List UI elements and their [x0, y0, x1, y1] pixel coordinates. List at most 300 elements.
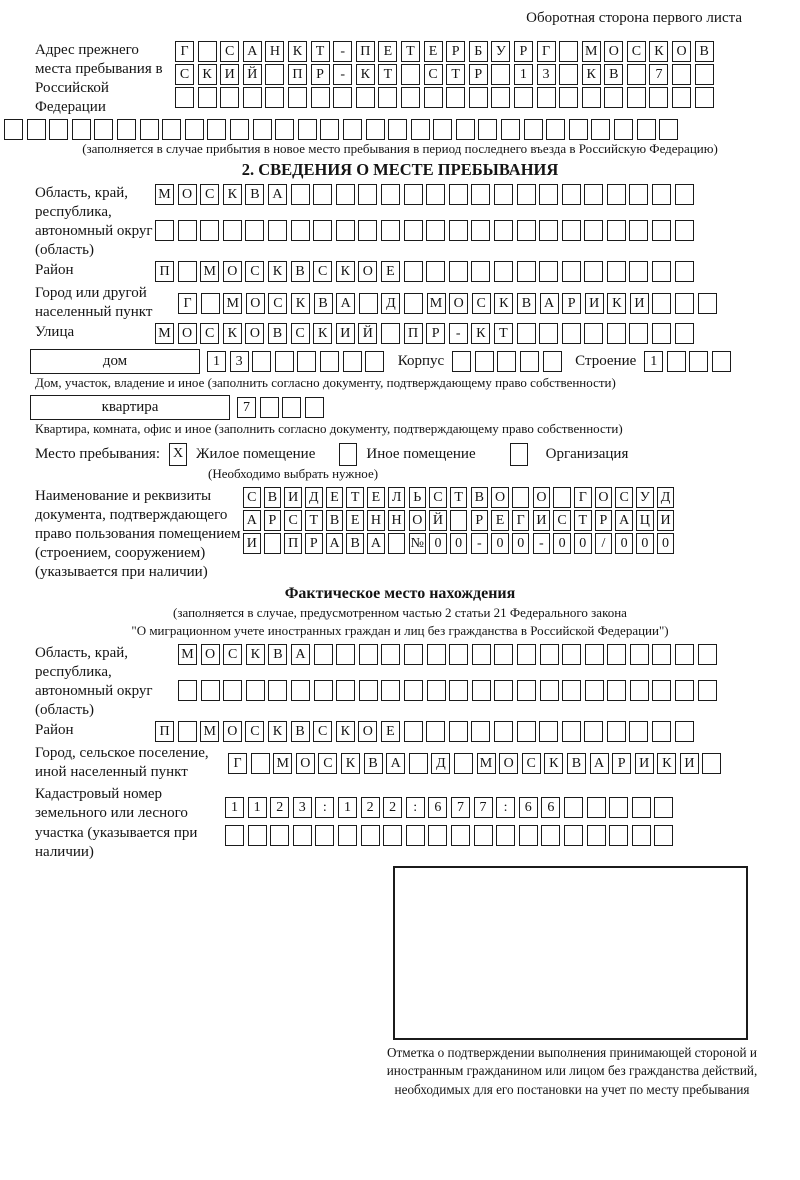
char-cell[interactable]: М — [155, 323, 174, 344]
char-cell[interactable] — [496, 825, 515, 846]
char-cell[interactable]: О — [296, 753, 315, 774]
char-cell[interactable] — [689, 351, 708, 372]
char-cell[interactable]: С — [318, 753, 337, 774]
char-cell[interactable]: В — [314, 293, 333, 314]
char-cell[interactable] — [512, 487, 530, 508]
char-cell[interactable] — [517, 323, 536, 344]
char-cell[interactable]: Е — [346, 510, 364, 531]
char-cell[interactable] — [517, 721, 536, 742]
char-cell[interactable] — [675, 680, 694, 701]
char-cell[interactable]: Й — [429, 510, 447, 531]
char-cell[interactable]: С — [472, 293, 491, 314]
char-cell[interactable] — [517, 184, 536, 205]
char-cell[interactable]: В — [695, 41, 714, 62]
stay-type-checkbox-residential[interactable]: X — [169, 443, 187, 466]
char-cell[interactable] — [584, 220, 603, 241]
char-cell[interactable] — [426, 220, 445, 241]
char-cell[interactable]: О — [409, 510, 427, 531]
char-cell[interactable] — [314, 680, 333, 701]
char-cell[interactable]: К — [649, 41, 668, 62]
char-cell[interactable] — [519, 825, 538, 846]
char-cell[interactable]: М — [155, 184, 174, 205]
char-cell[interactable]: Т — [305, 510, 323, 531]
char-cell[interactable] — [336, 220, 355, 241]
char-cell[interactable] — [591, 119, 610, 140]
char-cell[interactable] — [427, 644, 446, 665]
char-cell[interactable] — [632, 825, 651, 846]
char-cell[interactable]: Т — [401, 41, 420, 62]
char-cell[interactable]: Б — [469, 41, 488, 62]
char-cell[interactable]: О — [595, 487, 613, 508]
char-cell[interactable] — [587, 797, 606, 818]
char-cell[interactable]: К — [657, 753, 676, 774]
char-cell[interactable] — [675, 323, 694, 344]
char-cell[interactable]: С — [284, 510, 302, 531]
char-cell[interactable]: - — [333, 41, 352, 62]
char-cell[interactable] — [695, 87, 714, 108]
char-cell[interactable]: О — [223, 261, 242, 282]
char-cell[interactable]: 0 — [512, 533, 530, 554]
char-cell[interactable]: К — [291, 293, 310, 314]
char-cell[interactable]: Ь — [409, 487, 427, 508]
char-cell[interactable] — [520, 351, 539, 372]
char-cell[interactable] — [585, 680, 604, 701]
char-cell[interactable] — [652, 323, 671, 344]
char-cell[interactable]: - — [449, 323, 468, 344]
char-cell[interactable] — [675, 184, 694, 205]
char-cell[interactable]: 0 — [657, 533, 675, 554]
char-cell[interactable] — [652, 644, 671, 665]
char-cell[interactable] — [501, 119, 520, 140]
char-cell[interactable] — [569, 119, 588, 140]
char-cell[interactable] — [175, 87, 194, 108]
char-cell[interactable]: С — [429, 487, 447, 508]
char-cell[interactable] — [265, 64, 284, 85]
char-cell[interactable] — [185, 119, 204, 140]
char-cell[interactable]: М — [178, 644, 197, 665]
char-cell[interactable]: Н — [388, 510, 406, 531]
char-cell[interactable]: М — [477, 753, 496, 774]
char-cell[interactable]: Р — [612, 753, 631, 774]
char-cell[interactable]: С — [243, 487, 261, 508]
char-cell[interactable]: О — [223, 721, 242, 742]
char-cell[interactable] — [404, 680, 423, 701]
char-cell[interactable] — [449, 644, 468, 665]
char-cell[interactable] — [320, 119, 339, 140]
char-cell[interactable]: К — [198, 64, 217, 85]
char-cell[interactable] — [637, 119, 656, 140]
char-cell[interactable] — [517, 680, 536, 701]
char-cell[interactable] — [449, 261, 468, 282]
char-cell[interactable]: К — [268, 721, 287, 742]
char-cell[interactable] — [230, 119, 249, 140]
char-cell[interactable] — [654, 797, 673, 818]
char-cell[interactable] — [652, 293, 671, 314]
char-cell[interactable] — [178, 680, 197, 701]
char-cell[interactable]: Р — [311, 64, 330, 85]
char-cell[interactable] — [178, 220, 197, 241]
char-cell[interactable]: Ц — [636, 510, 654, 531]
char-cell[interactable] — [584, 721, 603, 742]
char-cell[interactable] — [223, 220, 242, 241]
char-cell[interactable] — [282, 397, 301, 418]
char-cell[interactable]: Т — [494, 323, 513, 344]
char-cell[interactable] — [359, 293, 378, 314]
char-cell[interactable] — [494, 721, 513, 742]
char-cell[interactable] — [343, 351, 362, 372]
char-cell[interactable]: М — [223, 293, 242, 314]
char-cell[interactable] — [629, 261, 648, 282]
char-cell[interactable]: 2 — [270, 797, 289, 818]
char-cell[interactable] — [537, 87, 556, 108]
char-cell[interactable]: 3 — [293, 797, 312, 818]
char-cell[interactable] — [607, 721, 626, 742]
char-cell[interactable]: В — [268, 644, 287, 665]
char-cell[interactable] — [264, 533, 282, 554]
char-cell[interactable] — [562, 644, 581, 665]
char-cell[interactable] — [404, 721, 423, 742]
char-cell[interactable]: 0 — [553, 533, 571, 554]
char-cell[interactable] — [494, 261, 513, 282]
char-cell[interactable] — [652, 184, 671, 205]
char-cell[interactable]: Р — [305, 533, 323, 554]
char-cell[interactable] — [401, 87, 420, 108]
char-cell[interactable]: А — [615, 510, 633, 531]
char-cell[interactable] — [305, 397, 324, 418]
char-cell[interactable]: Е — [491, 510, 509, 531]
char-cell[interactable]: П — [356, 41, 375, 62]
char-cell[interactable]: 1 — [644, 351, 663, 372]
char-cell[interactable]: Р — [514, 41, 533, 62]
char-cell[interactable]: В — [346, 533, 364, 554]
char-cell[interactable]: К — [223, 184, 242, 205]
char-cell[interactable]: Е — [367, 487, 385, 508]
char-cell[interactable] — [336, 644, 355, 665]
char-cell[interactable] — [629, 220, 648, 241]
char-cell[interactable] — [225, 825, 244, 846]
char-cell[interactable]: К — [268, 261, 287, 282]
char-cell[interactable] — [275, 351, 294, 372]
char-cell[interactable] — [313, 184, 332, 205]
char-cell[interactable]: Г — [175, 41, 194, 62]
char-cell[interactable]: С — [291, 323, 310, 344]
char-cell[interactable] — [333, 87, 352, 108]
char-cell[interactable]: В — [364, 753, 383, 774]
char-cell[interactable]: А — [268, 184, 287, 205]
char-cell[interactable]: Т — [450, 487, 468, 508]
char-cell[interactable]: 1 — [514, 64, 533, 85]
char-cell[interactable] — [629, 323, 648, 344]
char-cell[interactable]: О — [449, 293, 468, 314]
char-cell[interactable] — [359, 680, 378, 701]
char-cell[interactable]: 1 — [338, 797, 357, 818]
char-cell[interactable] — [404, 220, 423, 241]
char-cell[interactable] — [454, 753, 473, 774]
char-cell[interactable] — [155, 220, 174, 241]
char-cell[interactable]: Р — [471, 510, 489, 531]
char-cell[interactable]: Й — [243, 64, 262, 85]
char-cell[interactable]: Е — [326, 487, 344, 508]
char-cell[interactable]: С — [522, 753, 541, 774]
char-cell[interactable]: К — [582, 64, 601, 85]
char-cell[interactable] — [358, 220, 377, 241]
char-cell[interactable]: К — [494, 293, 513, 314]
char-cell[interactable]: О — [604, 41, 623, 62]
char-cell[interactable] — [275, 119, 294, 140]
char-cell[interactable] — [517, 220, 536, 241]
char-cell[interactable]: Е — [378, 41, 397, 62]
char-cell[interactable] — [243, 87, 262, 108]
char-cell[interactable]: С — [313, 261, 332, 282]
char-cell[interactable] — [472, 644, 491, 665]
char-cell[interactable] — [293, 825, 312, 846]
char-cell[interactable]: К — [607, 293, 626, 314]
char-cell[interactable] — [585, 644, 604, 665]
char-cell[interactable] — [491, 64, 510, 85]
char-cell[interactable] — [343, 119, 362, 140]
char-cell[interactable]: К — [313, 323, 332, 344]
char-cell[interactable]: 7 — [649, 64, 668, 85]
char-cell[interactable] — [564, 825, 583, 846]
char-cell[interactable] — [475, 351, 494, 372]
char-cell[interactable] — [207, 119, 226, 140]
char-cell[interactable]: И — [585, 293, 604, 314]
char-cell[interactable] — [562, 220, 581, 241]
char-cell[interactable]: Г — [228, 753, 247, 774]
char-cell[interactable]: О — [245, 323, 264, 344]
char-cell[interactable] — [654, 825, 673, 846]
char-cell[interactable]: : — [406, 797, 425, 818]
char-cell[interactable] — [94, 119, 113, 140]
char-cell[interactable] — [587, 825, 606, 846]
char-cell[interactable] — [245, 220, 264, 241]
char-cell[interactable] — [712, 351, 731, 372]
char-cell[interactable] — [268, 220, 287, 241]
char-cell[interactable]: О — [533, 487, 551, 508]
char-cell[interactable]: 7 — [474, 797, 493, 818]
char-cell[interactable] — [449, 220, 468, 241]
char-cell[interactable] — [383, 825, 402, 846]
char-cell[interactable] — [366, 119, 385, 140]
char-cell[interactable] — [381, 323, 400, 344]
char-cell[interactable] — [365, 351, 384, 372]
char-cell[interactable] — [4, 119, 23, 140]
char-cell[interactable]: 6 — [428, 797, 447, 818]
char-cell[interactable] — [201, 680, 220, 701]
char-cell[interactable]: 7 — [451, 797, 470, 818]
char-cell[interactable] — [252, 351, 271, 372]
char-cell[interactable] — [675, 721, 694, 742]
char-cell[interactable] — [539, 184, 558, 205]
char-cell[interactable] — [609, 797, 628, 818]
char-cell[interactable]: 1 — [207, 351, 226, 372]
char-cell[interactable]: С — [223, 644, 242, 665]
char-cell[interactable] — [270, 825, 289, 846]
char-cell[interactable] — [562, 721, 581, 742]
char-cell[interactable] — [494, 680, 513, 701]
char-cell[interactable]: / — [595, 533, 613, 554]
char-cell[interactable] — [220, 87, 239, 108]
char-cell[interactable]: Д — [657, 487, 675, 508]
char-cell[interactable]: Е — [381, 721, 400, 742]
char-cell[interactable] — [562, 680, 581, 701]
char-cell[interactable]: Д — [431, 753, 450, 774]
char-cell[interactable] — [474, 825, 493, 846]
char-cell[interactable] — [198, 41, 217, 62]
char-cell[interactable] — [524, 119, 543, 140]
char-cell[interactable]: О — [178, 323, 197, 344]
char-cell[interactable]: В — [268, 323, 287, 344]
char-cell[interactable]: В — [471, 487, 489, 508]
char-cell[interactable] — [358, 184, 377, 205]
char-cell[interactable] — [223, 680, 242, 701]
char-cell[interactable]: 6 — [519, 797, 538, 818]
char-cell[interactable]: С — [313, 721, 332, 742]
char-cell[interactable]: А — [336, 293, 355, 314]
char-cell[interactable] — [411, 119, 430, 140]
char-cell[interactable]: : — [496, 797, 515, 818]
char-cell[interactable]: О — [499, 753, 518, 774]
char-cell[interactable]: - — [471, 533, 489, 554]
char-cell[interactable]: С — [200, 184, 219, 205]
char-cell[interactable] — [361, 825, 380, 846]
char-cell[interactable]: С — [627, 41, 646, 62]
char-cell[interactable] — [336, 184, 355, 205]
char-cell[interactable]: С — [175, 64, 194, 85]
char-cell[interactable]: А — [326, 533, 344, 554]
char-cell[interactable]: С — [220, 41, 239, 62]
char-cell[interactable] — [675, 293, 694, 314]
char-cell[interactable] — [553, 487, 571, 508]
char-cell[interactable] — [607, 261, 626, 282]
char-cell[interactable]: С — [200, 323, 219, 344]
char-cell[interactable] — [449, 721, 468, 742]
char-cell[interactable] — [698, 680, 717, 701]
char-cell[interactable] — [246, 680, 265, 701]
char-cell[interactable] — [314, 644, 333, 665]
char-cell[interactable] — [627, 64, 646, 85]
char-cell[interactable]: У — [636, 487, 654, 508]
char-cell[interactable]: 0 — [636, 533, 654, 554]
char-cell[interactable] — [667, 351, 686, 372]
char-cell[interactable] — [546, 119, 565, 140]
char-cell[interactable]: И — [220, 64, 239, 85]
char-cell[interactable]: О — [178, 184, 197, 205]
char-cell[interactable]: В — [291, 721, 310, 742]
char-cell[interactable] — [559, 41, 578, 62]
char-cell[interactable] — [298, 119, 317, 140]
char-cell[interactable]: Р — [264, 510, 282, 531]
char-cell[interactable] — [426, 261, 445, 282]
char-cell[interactable] — [72, 119, 91, 140]
char-cell[interactable] — [451, 825, 470, 846]
char-cell[interactable] — [450, 510, 468, 531]
char-cell[interactable]: П — [155, 261, 174, 282]
char-cell[interactable] — [471, 721, 490, 742]
char-cell[interactable] — [449, 680, 468, 701]
char-cell[interactable] — [607, 323, 626, 344]
char-cell[interactable] — [251, 753, 270, 774]
char-cell[interactable] — [627, 87, 646, 108]
char-cell[interactable]: Л — [388, 487, 406, 508]
char-cell[interactable] — [404, 293, 423, 314]
char-cell[interactable]: К — [341, 753, 360, 774]
char-cell[interactable] — [427, 680, 446, 701]
char-cell[interactable] — [539, 261, 558, 282]
char-cell[interactable]: К — [223, 323, 242, 344]
char-cell[interactable]: 1 — [248, 797, 267, 818]
char-cell[interactable] — [449, 184, 468, 205]
char-cell[interactable]: 6 — [541, 797, 560, 818]
char-cell[interactable] — [404, 644, 423, 665]
char-cell[interactable]: О — [672, 41, 691, 62]
char-cell[interactable] — [320, 351, 339, 372]
char-cell[interactable]: 3 — [537, 64, 556, 85]
char-cell[interactable]: Т — [574, 510, 592, 531]
char-cell[interactable]: К — [336, 261, 355, 282]
char-cell[interactable]: М — [273, 753, 292, 774]
char-cell[interactable]: Т — [346, 487, 364, 508]
char-cell[interactable]: № — [409, 533, 427, 554]
char-cell[interactable] — [607, 644, 626, 665]
char-cell[interactable] — [629, 184, 648, 205]
char-cell[interactable] — [456, 119, 475, 140]
char-cell[interactable]: О — [358, 721, 377, 742]
char-cell[interactable] — [698, 644, 717, 665]
char-cell[interactable]: Г — [512, 510, 530, 531]
char-cell[interactable] — [288, 87, 307, 108]
char-cell[interactable]: 0 — [491, 533, 509, 554]
char-cell[interactable]: О — [491, 487, 509, 508]
char-cell[interactable] — [607, 220, 626, 241]
char-cell[interactable]: Д — [381, 293, 400, 314]
char-cell[interactable]: А — [386, 753, 405, 774]
char-cell[interactable]: 0 — [574, 533, 592, 554]
char-cell[interactable] — [404, 261, 423, 282]
char-cell[interactable]: В — [291, 261, 310, 282]
char-cell[interactable] — [401, 64, 420, 85]
char-cell[interactable]: О — [246, 293, 265, 314]
char-cell[interactable] — [404, 184, 423, 205]
char-cell[interactable] — [433, 119, 452, 140]
char-cell[interactable] — [336, 680, 355, 701]
char-cell[interactable]: Р — [469, 64, 488, 85]
char-cell[interactable]: Т — [311, 41, 330, 62]
char-cell[interactable]: 0 — [450, 533, 468, 554]
char-cell[interactable] — [614, 119, 633, 140]
char-cell[interactable]: В — [264, 487, 282, 508]
char-cell[interactable] — [630, 680, 649, 701]
char-cell[interactable]: К — [336, 721, 355, 742]
char-cell[interactable] — [604, 87, 623, 108]
char-cell[interactable]: О — [201, 644, 220, 665]
char-cell[interactable] — [629, 721, 648, 742]
char-cell[interactable] — [140, 119, 159, 140]
char-cell[interactable]: Р — [446, 41, 465, 62]
char-cell[interactable] — [543, 351, 562, 372]
char-cell[interactable] — [426, 184, 445, 205]
char-cell[interactable] — [291, 220, 310, 241]
char-cell[interactable]: Г — [537, 41, 556, 62]
char-cell[interactable]: 0 — [429, 533, 447, 554]
char-cell[interactable]: А — [243, 41, 262, 62]
char-cell[interactable] — [381, 220, 400, 241]
char-cell[interactable] — [559, 64, 578, 85]
char-cell[interactable]: В — [517, 293, 536, 314]
char-cell[interactable] — [471, 184, 490, 205]
char-cell[interactable] — [406, 825, 425, 846]
char-cell[interactable] — [582, 87, 601, 108]
